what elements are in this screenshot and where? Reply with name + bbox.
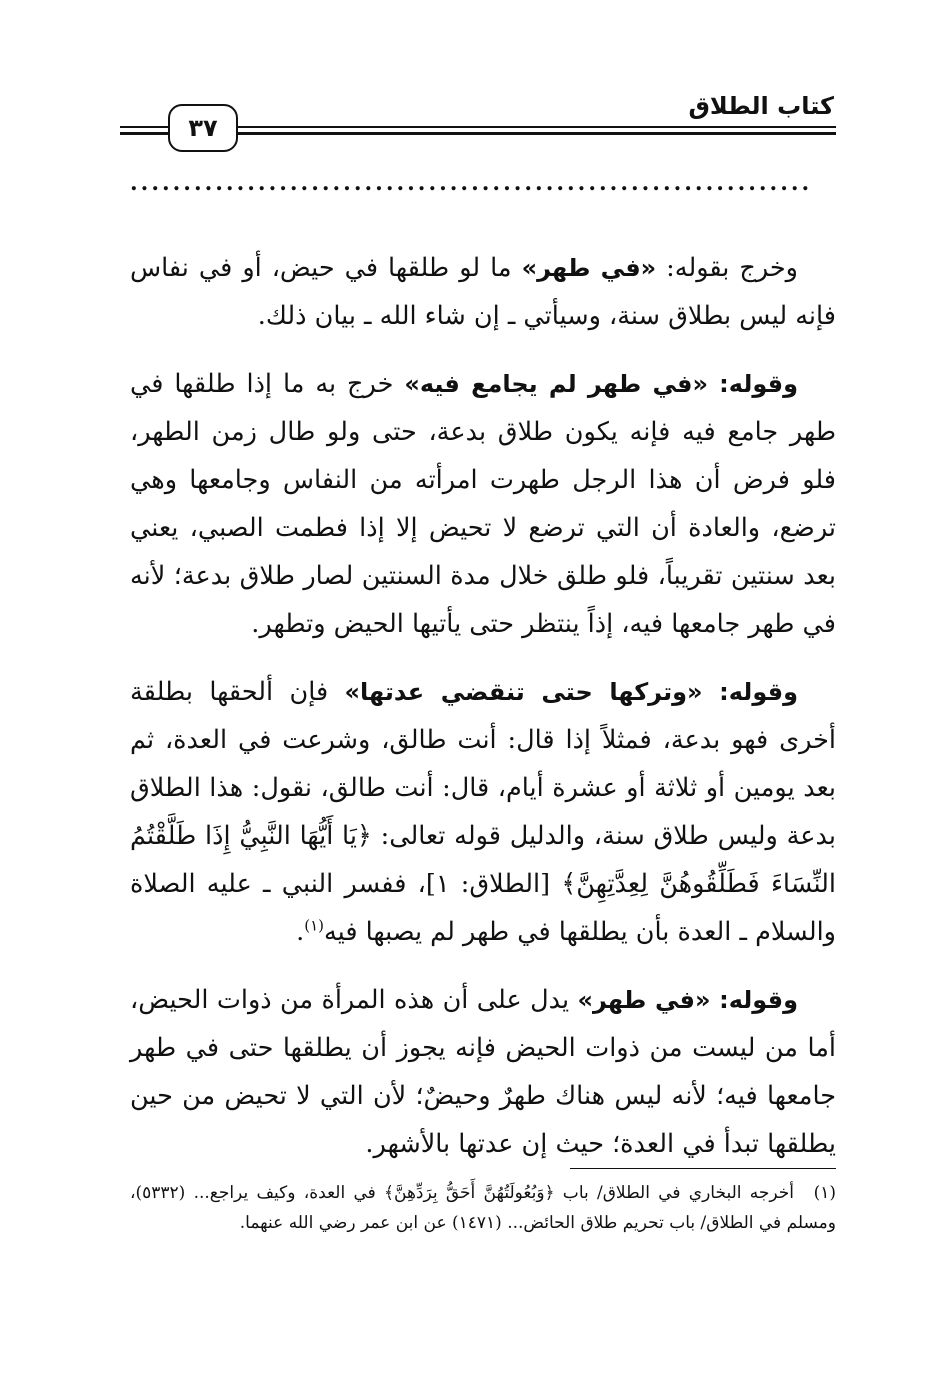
paragraph: [130, 976, 836, 1168]
lead-word: وقوله:: [707, 370, 799, 398]
main-text: [130, 244, 836, 1188]
header-rule: [236, 126, 836, 128]
header-rule: [236, 132, 836, 135]
quoted-term: «وتركها حتى تنقضي عدتها»: [344, 678, 703, 706]
paragraph: [130, 360, 836, 648]
text-run: خرج به ما إذا طلقها في طهر جامع فيه فإنه يكون طلاق بدعة، حتى ولو طال زمن الطهر، فلو فرض أن هذا الرجل طهرت امرأته من النفاس وجامعها وهي ترضع، والعادة أن التي ترضع لا تحيض إلا إذا فطمت الصبي، يعني بعد سنتين تقريباً، فلو طلق خلال مدة السنتين لصار طلاق بدعة؛ لأنه في طهر جامعها فيه، إذاً ينتظر حتى يأتيها الحيض وتطهر.: [130, 369, 836, 639]
quoted-term: «في طهر لم يجامع فيه»: [404, 370, 708, 398]
footnote: [130, 1178, 836, 1238]
lead-word: وقوله:: [702, 678, 798, 706]
paragraph: [130, 668, 836, 956]
text-run: ما لو طلقها في حيض، أو في نفاس فإنه ليس بطلاق سنة، وسيأتي ـ إن شاء الله ـ بيان ذلك.: [130, 253, 836, 331]
quoted-term: «في طهر»: [577, 986, 711, 1014]
dotted-separator: ................................................................: [130, 170, 813, 196]
quoted-term: «في طهر»: [521, 254, 657, 282]
text-run: يدل على أن هذه المرأة من ذوات الحيض، أما من ليست من ذوات الحيض فإنه يجوز أن يطلقها حتى في طهر جامعها فيه؛ لأنه ليس هناك طهرٌ وحيضٌ؛ لأن التي لا تحيض من حين يطلقها تبدأ في العدة؛ حيث إن عدتها بالأشهر.: [130, 985, 836, 1159]
footnote-reference[interactable]: (١): [304, 916, 324, 935]
footnote-text: أخرجه البخاري في الطلاق/ باب ﴿وَبُعُولَتُهُنَّ أَحَقُّ بِرَدِّهِنَّ﴾ في العدة، وكيف يراجع... (٥٣٣٢)، ومسلم في الطلاق/ باب تحريم طلاق الحائض... (١٤٧١) عن ابن عمر رضي الله عنهما.: [130, 1183, 836, 1233]
page-number: ٣٧: [168, 104, 238, 152]
header-rule: [120, 126, 168, 128]
header-rule: [120, 132, 168, 135]
text-run: فإن ألحقها بطلقة أخرى فهو بدعة، فمثلاً إذا قال: أنت طالق، وشرعت في العدة، ثم بعد يومين أو ثلاثة أو عشرة أيام، قال: أنت طالق، نقول: هذا الطلاق بدعة وليس طلاق سنة، والدليل قوله تعالى: ﴿يَا أَيُّهَا النَّبِيُّ إِذَا طَلَّقْتُمُ النِّسَاءَ فَطَلِّقُوهُنَّ لِعِدَّتِهِنَّ﴾ [الطلاق: ١]، ففسر النبي ـ عليه الصلاة والسلام ـ العدة بأن يطلقها في طهر لم يصبها فيه: [130, 677, 836, 947]
footnote-rule: [570, 1168, 836, 1169]
paragraph: [130, 244, 836, 340]
text-run: .: [296, 917, 305, 947]
text-run: وخرج بقوله:: [656, 253, 798, 283]
footnote-number: (١): [813, 1183, 836, 1203]
running-header-title: كتاب الطلاق: [688, 92, 834, 120]
lead-word: وقوله:: [710, 986, 798, 1014]
